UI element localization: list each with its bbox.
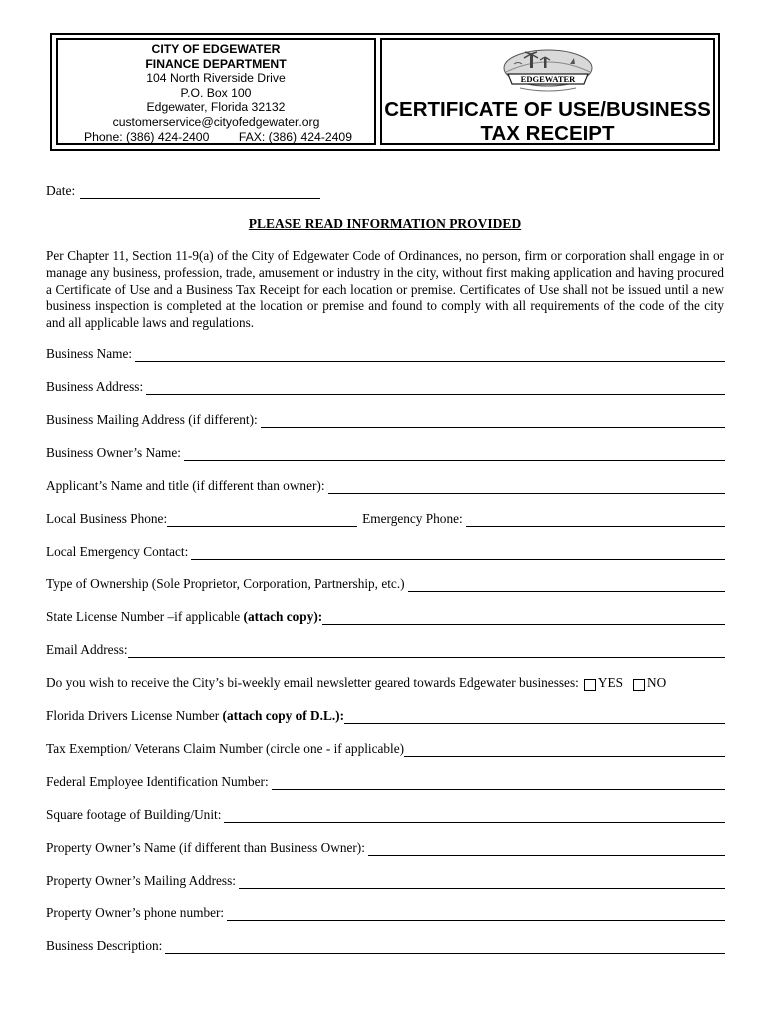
business-name-label: Business Name: — [46, 346, 133, 361]
certificate-title-line1: CERTIFICATE OF USE/BUSINESS — [384, 98, 711, 121]
state-license-attach-label: (attach copy): — [243, 609, 323, 624]
notice-heading — [0, 216, 770, 232]
certificate-title-block — [380, 38, 715, 145]
square-footage-field[interactable] — [224, 809, 725, 823]
logo-text: EDGEWATER — [520, 74, 576, 84]
property-owner-name-field[interactable] — [368, 842, 725, 856]
owner-name-label: Business Owner’s Name: — [46, 445, 181, 460]
newsletter-no-checkbox[interactable] — [633, 679, 645, 691]
business-description-row — [46, 938, 725, 954]
state-license-field[interactable] — [322, 611, 725, 625]
mailing-address-row — [46, 412, 725, 428]
emergency-contact-field[interactable] — [191, 546, 725, 560]
property-owner-phone-label: Property Owner’s phone number: — [46, 905, 225, 920]
email-label: Email Address: — [46, 642, 128, 657]
local-phone-field[interactable] — [167, 513, 357, 527]
street-address: 104 North Riverside Drive — [146, 71, 286, 86]
property-owner-phone-field[interactable] — [227, 907, 725, 921]
square-footage-row — [46, 807, 725, 823]
applicant-row — [46, 478, 725, 494]
square-footage-label: Square footage of Building/Unit: — [46, 807, 222, 822]
business-description-field[interactable] — [165, 940, 725, 954]
tax-exemption-field[interactable] — [404, 743, 725, 757]
drivers-license-field[interactable] — [344, 710, 725, 724]
business-name-row — [46, 346, 725, 362]
business-description-label: Business Description: — [46, 938, 163, 953]
state-license-label: State License Number –if applicable — [46, 609, 244, 624]
fein-field[interactable] — [272, 776, 725, 790]
applicant-field[interactable] — [328, 480, 725, 494]
newsletter-yes-checkbox[interactable] — [584, 679, 596, 691]
property-owner-name-row — [46, 840, 725, 856]
city-name: CITY OF EDGEWATER — [151, 42, 281, 56]
emergency-contact-label: Local Emergency Contact: — [46, 544, 189, 559]
fein-label: Federal Employee Identification Number: — [46, 774, 269, 789]
edgewater-logo — [500, 48, 596, 96]
business-address-row — [46, 379, 725, 395]
ordinance-paragraph: Per Chapter 11, Section 11-9(a) of the City of Edgewater Code of Ordinances, no person, firm or corporation shall engage in or manage any business, profession, trade, amusement or industry in the city, without first making application and having procured a Certificate of Use and a Business Tax Receipt for each location or premise. Certificates of Use shall not be issued until a new business inspection is completed at the location or premise and found to comply with all requirements of the code of the city and all applicable laws and regulations. — [46, 248, 724, 331]
state-license-row — [46, 609, 725, 625]
notice-heading-text: PLEASE READ INFORMATION PROVIDED — [248, 216, 522, 231]
phone-number: Phone: (386) 424-2400 — [84, 129, 210, 144]
business-name-field[interactable] — [135, 348, 725, 362]
local-phone-label: Local Business Phone: — [46, 511, 168, 526]
owner-name-field[interactable] — [184, 447, 725, 461]
property-owner-address-label: Property Owner’s Mailing Address: — [46, 873, 236, 888]
property-owner-phone-row — [46, 905, 725, 921]
business-address-field[interactable] — [146, 381, 725, 395]
tax-exemption-row — [46, 741, 725, 757]
department-name: FINANCE DEPARTMENT — [145, 56, 287, 71]
newsletter-question: Do you wish to receive the City’s bi-weekly email newsletter geared towards Edgewater businesses: — [46, 675, 579, 690]
certificate-title-line2: TAX RECEIPT — [480, 122, 615, 145]
tax-exemption-label: Tax Exemption/ Veterans Claim Number (circle one - if applicable) — [46, 741, 405, 756]
emergency-phone-field[interactable] — [466, 513, 725, 527]
date-field[interactable] — [80, 184, 320, 199]
ownership-row — [46, 576, 725, 592]
fax-number: FAX: (386) 424-2409 — [238, 129, 352, 144]
newsletter-no-label: NO — [646, 675, 667, 690]
ownership-type-field[interactable] — [408, 578, 725, 592]
email-row — [46, 642, 725, 658]
email-field[interactable] — [128, 644, 725, 658]
mailing-address-field[interactable] — [261, 414, 725, 428]
property-owner-address-field[interactable] — [239, 875, 725, 889]
applicant-label: Applicant’s Name and title (if different than owner): — [46, 478, 325, 493]
date-row — [46, 183, 320, 199]
drivers-license-row — [46, 708, 725, 724]
newsletter-row — [46, 675, 725, 691]
newsletter-yes-label: YES — [597, 675, 623, 690]
contact-email: customerservice@cityofedgewater.org — [112, 114, 320, 129]
mailing-address-label: Business Mailing Address (if different): — [46, 412, 258, 427]
drivers-license-attach-label: (attach copy of D.L.): — [222, 708, 345, 723]
phone-row — [46, 511, 725, 527]
property-owner-address-row — [46, 873, 725, 889]
drivers-license-label: Florida Drivers License Number — [46, 708, 223, 723]
emergency-contact-row — [46, 544, 725, 560]
city-state-zip: Edgewater, Florida 32132 — [146, 100, 286, 115]
ownership-type-label: Type of Ownership (Sole Proprietor, Corporation, Partnership, etc.) — [46, 576, 405, 591]
date-label: Date: — [46, 183, 76, 198]
po-box: P.O. Box 100 — [180, 85, 252, 100]
owner-name-row — [46, 445, 725, 461]
department-contact-block — [56, 38, 376, 145]
emergency-phone-label: Emergency Phone: — [362, 511, 463, 526]
fein-row — [46, 774, 725, 790]
property-owner-name-label: Property Owner’s Name (if different than Business Owner): — [46, 840, 365, 855]
business-address-label: Business Address: — [46, 379, 144, 394]
